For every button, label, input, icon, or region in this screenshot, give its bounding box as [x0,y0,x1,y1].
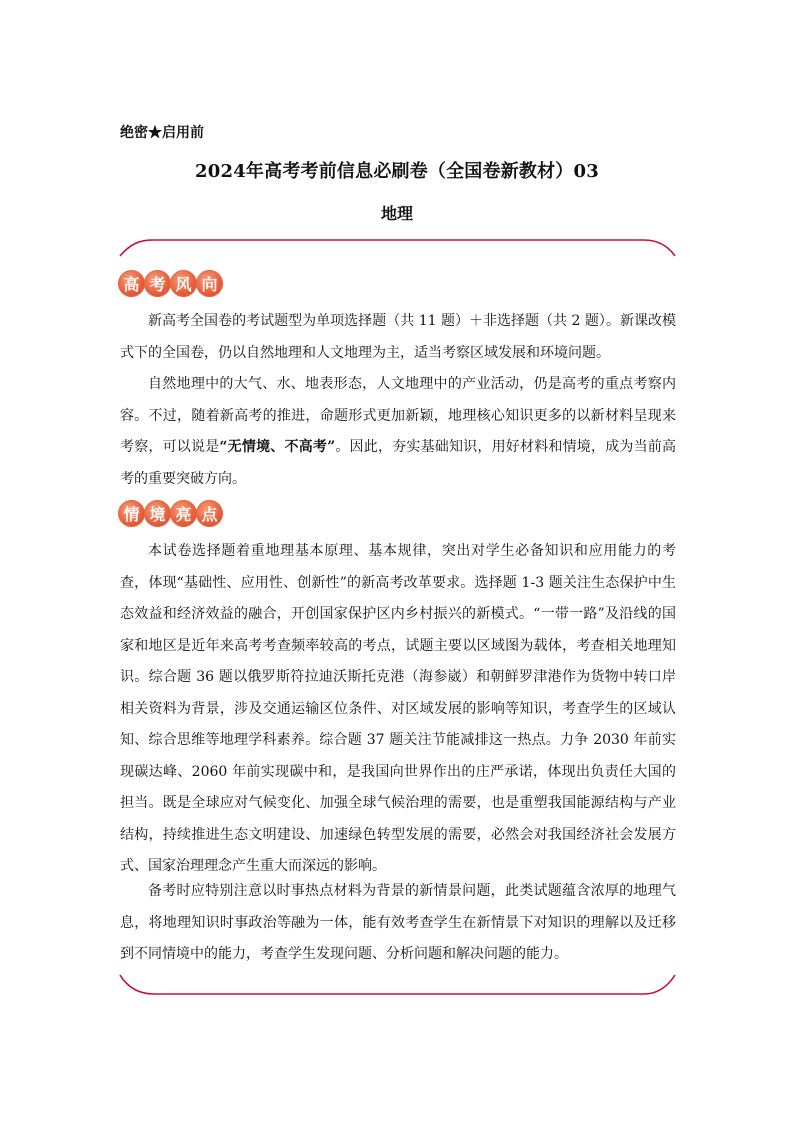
paragraph-text: 自然地理中的大气、水、地表形态，人文地理中的产业活动，仍是高考的重点考察内容。不过，随着新高考的推进，命题形式更加新颖，地理核心知识更多的以新材料呈现来考察，可以说是 [120,376,676,455]
badge-char: 情 [118,500,145,527]
paragraph: 新高考全国卷的考试题型为单项选择题（共 11 题）＋非选择题（共 2 题）。新课改模式下的全国卷，仍以自然地理和人文地理为主，适当考察区域发展和环境问题。 [120,313,676,361]
paragraph-text: 。因此，夯实基础知识，用好材料和情境，成为当前高考的重要突破方向。 [120,439,677,487]
frame-bottom [120,975,675,994]
frame-top [120,240,675,256]
paragraph: 备考时应特别注意以时事热点材料为背景的新情景问题，此类试题蕴含浓厚的地理气息，将地理知识时事政治等融为一体，能有效考查学生在新情景下对知识的理解以及迁移到不同情境中的能力，考查学生发现问题、分析问题和解决问题的能力。 [120,883,676,962]
badge-char: 亮 [170,500,197,527]
subject-label: 地理 [380,204,413,223]
emphasis-text: “无情境、不高考” [219,439,336,455]
secret-label: 绝密★启用前 [120,125,204,141]
badge-char: 点 [196,500,223,527]
badge-char: 风 [170,270,197,297]
badge-char: 考 [144,270,171,297]
section-badge-qingjing [118,500,222,527]
page-title: 2024年高考考前信息必刷卷（全国卷新教材）03 [195,161,599,182]
paragraph [120,369,676,495]
badge-char: 向 [196,270,223,297]
paragraph: 本试卷选择题着重地理基本原理、基本规律，突出对学生必备知识和应用能力的考查，体现“基础性、应用性、创新性”的新高考改革要求。选择题 1-3 题关注生态保护中生态效益和经济效益的融合，开创国家保护区内乡村振兴的新模式。“一带一路”及沿线的国家和地区是近年来高考考查频率较高的考点，试题主要以区域图为载体，考查相关地理知识。综合题 36 题以俄罗斯符拉迪沃斯托克港（海参崴）和朝鲜罗津港作为货物中转口岸相关资料为背景，涉及交通运输区位条件、对区域发展的影响等知识，考查学生的区域认知、综合思维等地理学科素养。综合题 37 题关注节能减排这一热点。力争 2030 年前实现碳达峰、2060 年前实现碳中和，是我国向世界作出的庄严承诺，体现出负责任大国的担当。既是全球应对气候变化、加强全球气候治理的需要，也是重塑我国能源结构与产业结构，持续推进生态文明建设、加速绿色转型发展的需要，必然会对我国经济社会发展方式、国家治理理念产生重大而深远的影响。 [120,543,676,874]
badge-char: 高 [118,270,145,297]
section-badge-gaokao [118,270,222,297]
badge-char: 境 [144,500,171,527]
